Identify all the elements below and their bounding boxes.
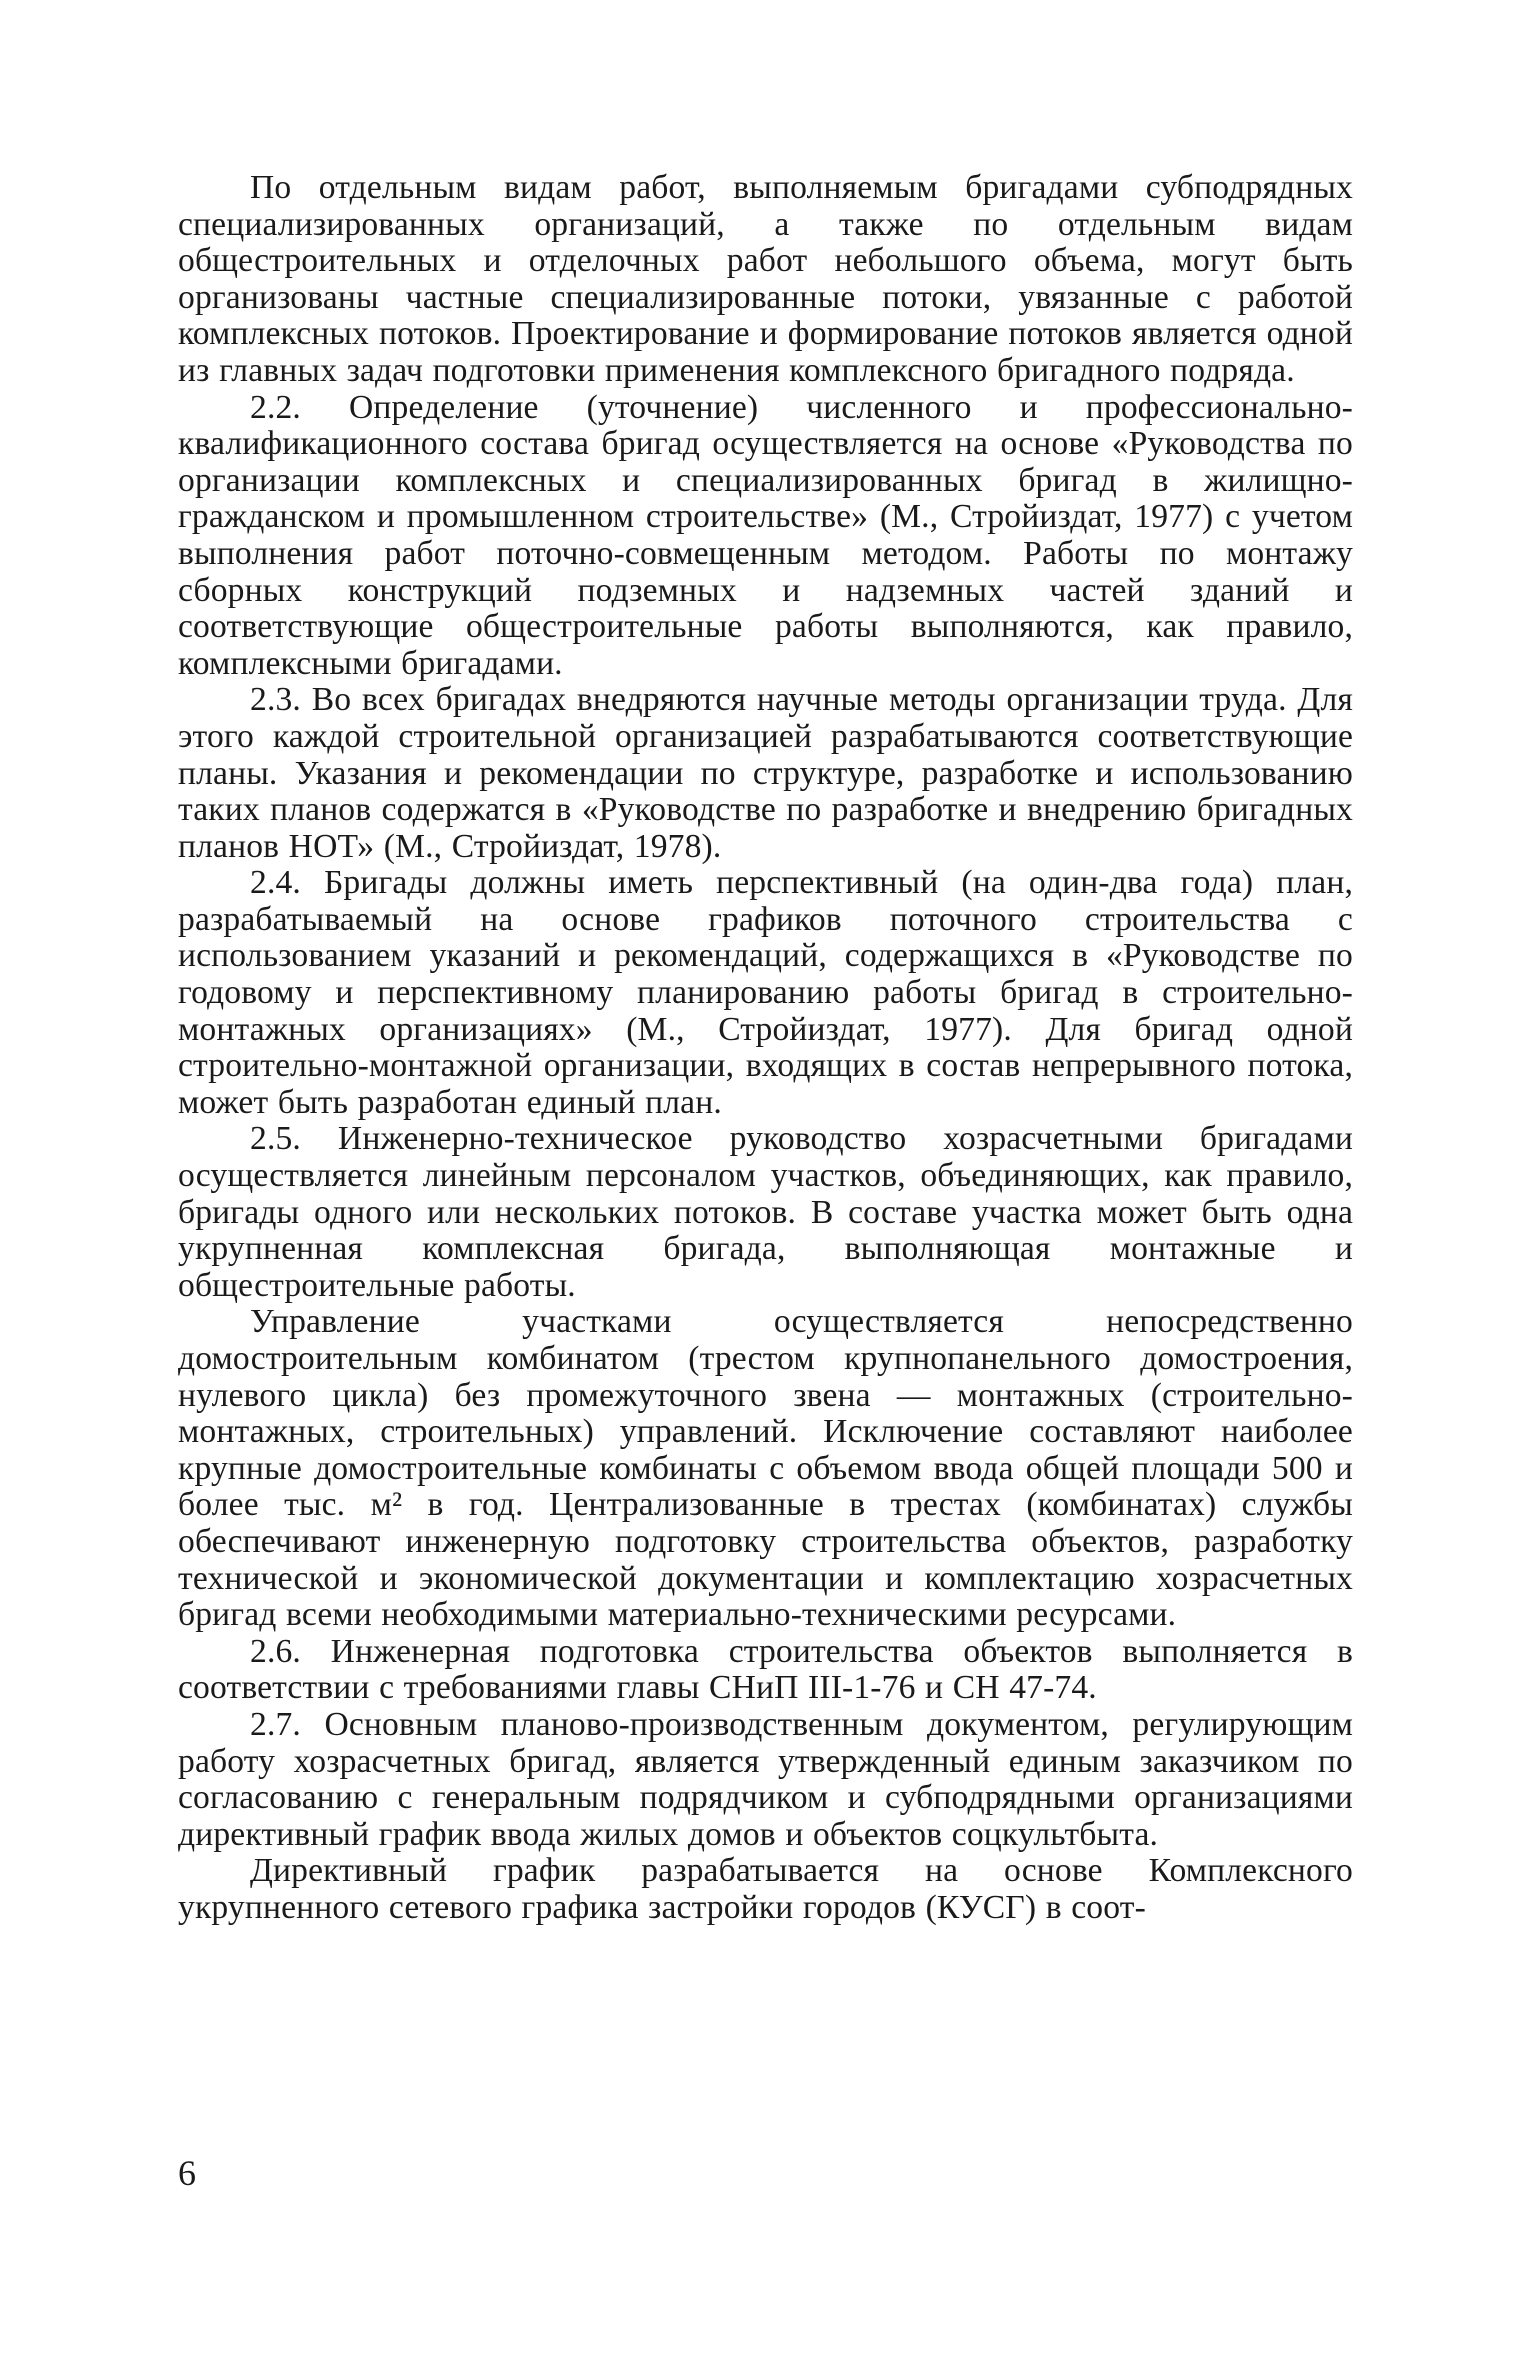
paragraph-directive-graph: Директивный график разрабатывается на основе Комплексного укрупненного сетевого графика застройки городов (КУСГ) в соот- <box>178 1852 1353 1926</box>
paragraph-2-5: 2.5. Инженерно-техническое руководство хозрасчетными бригадами осуществляется линейным персоналом участков, объединяющих, как правило, бригады одного или нескольких потоков. В составе участка может быть одна укрупненная комплексная бригада, выполняющая монтажные и общестроительные работы. <box>178 1120 1353 1304</box>
paragraph-2-3: 2.3. Во всех бригадах внедряются научные методы организации труда. Для этого каждой строительной организацией разрабатываются соответствующие планы. Указания и рекомендации по структуре, разработке и использованию таких планов содержатся в «Руководстве по разработке и внедрению бригадных планов НОТ» (М., Стройиздат, 1978). <box>178 681 1353 865</box>
paragraph-2-6: 2.6. Инженерная подготовка строительства объектов выполняется в соответствии с требованиями главы СНиП III-1-76 и СН 47-74. <box>178 1632 1353 1707</box>
paragraph-2-2: 2.2. Определение (уточнение) численного и профессионально-квалификационного состава бригад осуществляется на основе «Руководства по организации комплексных и специализированных бригад в жилищно-гражданском и промышленном строительстве» (М., Стройиздат, 1977) с учетом выполнения работ поточно-совмещенным методом. Работы по монтажу сборных конструкций подземных и надземных частей зданий и соответствующие общестроительные работы выполняются, как правило, комплексными бригадами. <box>178 388 1353 682</box>
page-text-block <box>178 170 1353 2190</box>
paragraph-management: Управление участками осуществляется непосредственно домостроительным комбинатом (трестом крупнопанельного домостроения, нулевого цикла) без промежуточного звена — монтажных (строительно-монтажных, строительных) управлений. Исключение составляют наиболее крупные домостроительные комбинаты с объемом ввода общей площади 500 и более тыс. м² в год. Централизованные в трестах (комбинатах) службы обеспечивают инженерную подготовку строительства объектов, разработку технической и экономической документации и комплектацию хозрасчетных бригад всеми необходимыми материально-техническими ресурсами. <box>178 1303 1353 1634</box>
paragraph-2-4: 2.4. Бригады должны иметь перспективный (на один-два года) план, разрабатываемый на основе графиков поточного строительства с использованием указаний и рекомендаций, содержащихся в «Руководстве по годовому и перспективному планированию работы бригад в строительно-монтажных организациях» (М., Стройиздат, 1977). Для бригад одной строительно-монтажной организации, входящих в состав непрерывного потока, может быть разработан единый план. <box>178 864 1353 1121</box>
paragraph-2-7: 2.7. Основным планово-производственным документом, регулирующим работу хозрасчетных бригад, является утвержденный единым заказчиком по согласованию с генеральным подрядчиком и субподрядными организациями директивный график ввода жилых домов и объектов соцкультбыта. <box>178 1705 1353 1853</box>
page-number: 6 <box>178 2153 196 2193</box>
paragraph-intro: По отдельным видам работ, выполняемым бригадами субподрядных специализированных организаций, а также по отдельным видам общестроительных и отделочных работ небольшого объема, могут быть организованы частные специализированные потоки, увязанные с работой комплексных потоков. Проектирование и формирование потоков является одной из главных задач подготовки применения комплексного бригадного подряда. <box>178 169 1353 389</box>
